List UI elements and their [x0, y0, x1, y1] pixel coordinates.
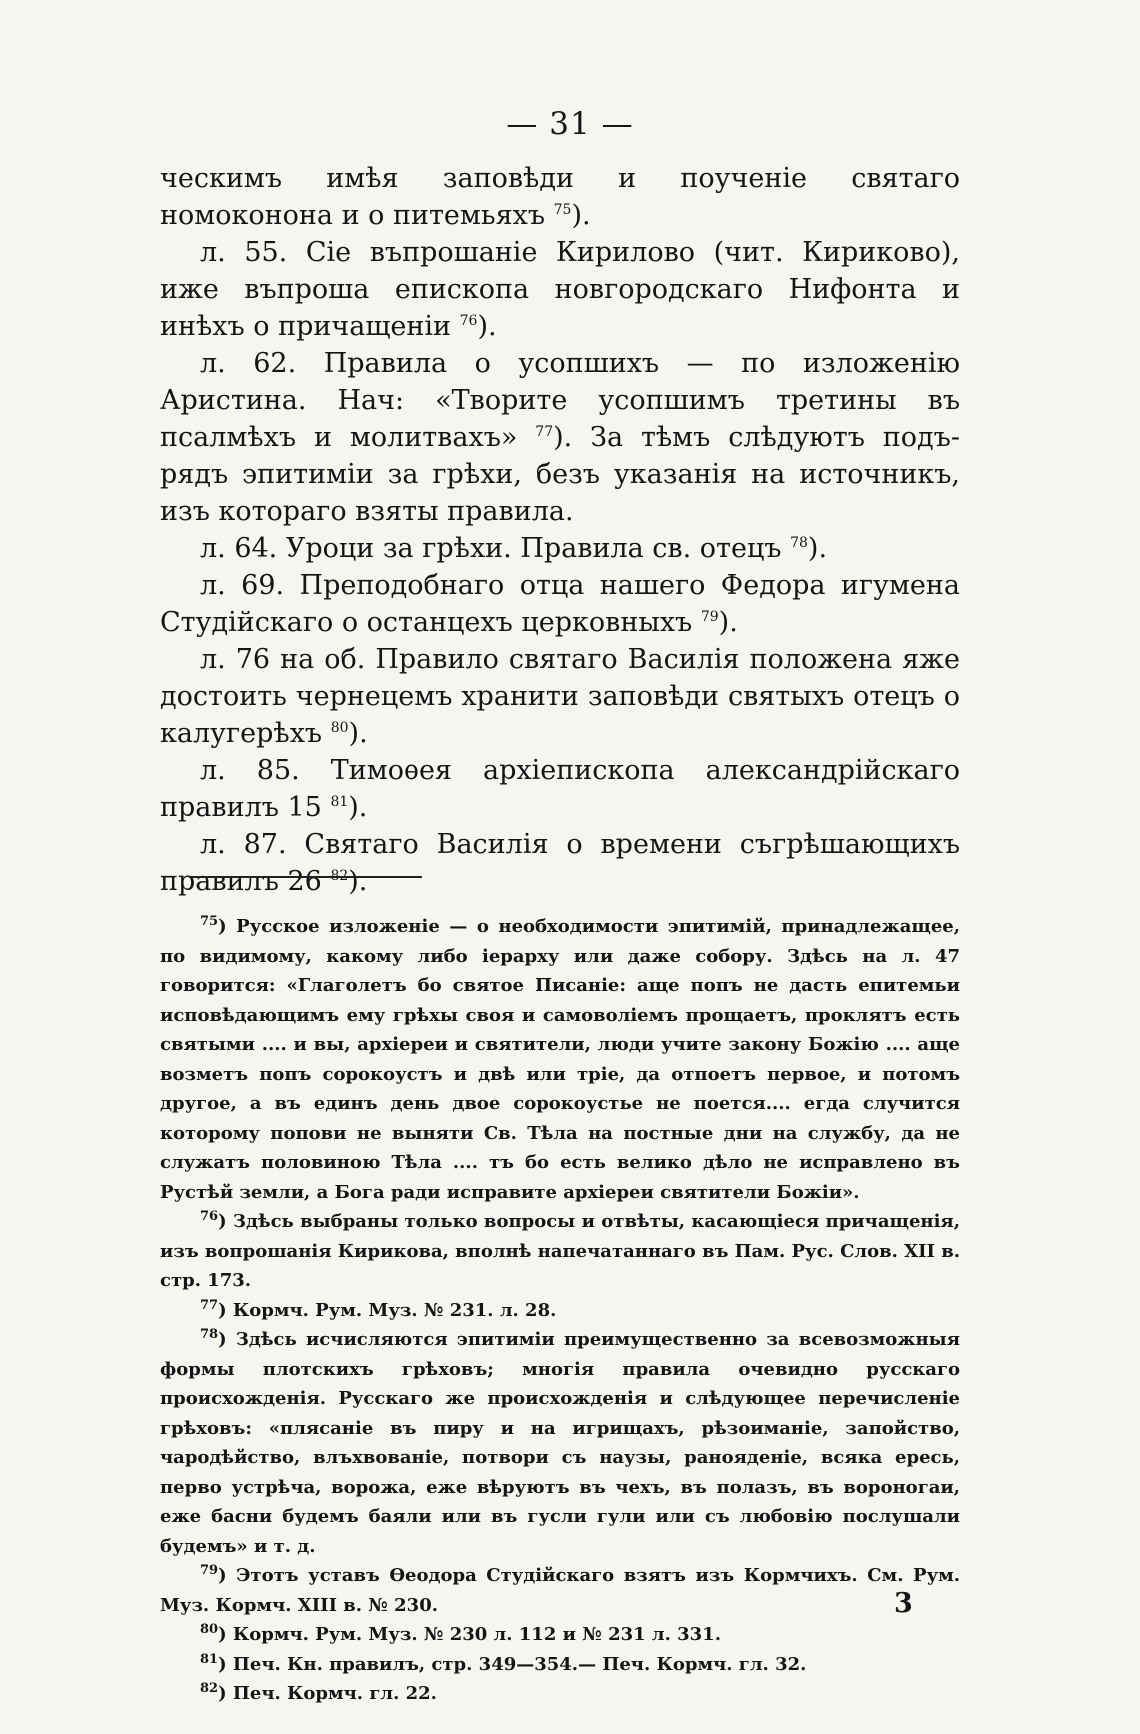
footnote-ref[interactable]: 77 — [535, 424, 554, 440]
footnote: $^{75}$) Русское изложеніе — о необходимости эпитимій, принадлежащее, по видимому, какому либо іерарху или даже собору. Здѣсь на л. 47 говорится: «Глаголетъ бо святое Писаніе: аще попъ не дасть епитемьи исповѣдающимъ ему грѣхы своя и самоволіемъ прощаетъ, проклятъ есть святыми .... и вы, архіереи и святители, люди учите закону Божію .... аще возметъ попъ сорокоустъ и двѣ или тріе, да отпоетъ первое, и потомъ другое, а въ единъ день двое сорокоустье не поется.... егда случится которому попови не выняти Св. Тѣла на постные дни на службу, да не служатъ половиною Тѣла .... тъ бо есть велико дѣло не исправлено въ Рустѣй земли, а Бога ради исправите архіереи святители Божіи». — [160, 914, 960, 1203]
footnote-ref[interactable]: 78 — [790, 535, 808, 551]
paragraph: л. 87. Святаго Василія о времени съгрѣшающихъ правилъ 26 $^{82}$). — [160, 829, 960, 897]
footnote: $^{76}$) Здѣсь выбраны только вопросы и отвѣты, касающіеся причащенія, изъ вопрошанія Кирикова, вполнѣ напечатаннаго въ Пам. Рус. Слов. XII в. стр. 173. — [160, 1209, 960, 1291]
paragraph: л. 69. Преподобнаго отца нашего Федора игумена Студійскаго о останцехъ церковныхъ $^{79}$). — [160, 570, 960, 638]
footnote-mark: 82 — [200, 1681, 219, 1696]
footnote-mark: 81 — [200, 1651, 219, 1667]
footnote-ref[interactable]: 82 — [330, 868, 349, 884]
paragraph: л. 85. Тимоѳея архіепископа александрійскаго правилъ 15 $^{81}$). — [160, 755, 960, 823]
footnote-ref[interactable]: 79 — [700, 609, 719, 625]
footnote-mark: 78 — [200, 1327, 219, 1342]
signature-mark: 3 — [894, 1588, 913, 1619]
footnotes — [160, 912, 960, 1709]
footnote: $^{79}$) Этотъ уставъ Ѳеодора Студійскаго взятъ изъ Кормчихъ. См. Рум. Муз. Кормч. XIII в. № 230. — [160, 1563, 960, 1616]
footnote: $^{78}$) Здѣсь исчисляются эпитиміи преимущественно за всевозможныя формы плотскихъ грѣховъ; многія правила очевидно русскаго происхожденія. Русскаго же происхожденія и слѣдующее перечисленіе грѣховъ: «плясаніе въ пиру и на игрищахъ, рѣзоиманіе, запойство, чародѣйство, влъхвованіе, потвори съ наузы, ранояденіе, всяка ересь, перво устрѣча, ворожа, еже вѣруютъ въ чехъ, въ полазъ, въ вороногаи, еже басни будемъ баяли или въ гусли гули или съ любовію послушали будемъ» и т. д. — [160, 1327, 960, 1557]
footnote-divider — [190, 876, 422, 878]
paragraph: л. 62. Правила о усопшихъ — по изложенію Аристина. Нач: «Творите усопшимъ третины въ псалмѣхъ и молитвахъ» $^{77}$). За тѣмъ слѣдуютъ подъ-рядъ эпитиміи за грѣхи, безъ указанія на источникъ, изъ котораго взяты правила. — [160, 348, 960, 527]
footnote-mark: 80 — [200, 1622, 219, 1637]
footnote: $^{77}$) Кормч. Рум. Муз. № 231. л. 28. — [200, 1297, 557, 1321]
main-text — [160, 160, 960, 900]
footnote-mark: 77 — [200, 1297, 219, 1313]
paragraph: л. 64. Уроци за грѣхи. Правила св. отецъ $^{78}$). — [200, 533, 828, 564]
footnote: $^{81}$) Печ. Кн. правилъ, стр. 349—354.— Печ. Кормч. гл. 32. — [200, 1651, 807, 1675]
paragraph: л. 55. Сіе въпрошаніе Кирилово (чит. Кириково), иже въпроша епископа новгородскаго Нифонта и инѣхъ о причащеніи $^{76}$). — [160, 237, 960, 342]
footnote-ref[interactable]: 75 — [553, 202, 572, 218]
footnote-ref[interactable]: 81 — [330, 794, 349, 810]
footnote: $^{82}$) Печ. Кормч. гл. 22. — [200, 1681, 437, 1704]
footnote: $^{80}$) Кормч. Рум. Муз. № 230 л. 112 и № 231 л. 331. — [200, 1622, 721, 1645]
paragraph: л. 76 на об. Правило святаго Василія положена яже достоить чернецемъ хранити заповѣди святыхъ отецъ о калугерѣхъ $^{80}$). — [160, 644, 960, 749]
footnote-mark: 76 — [200, 1209, 219, 1224]
paragraph: ческимъ имѣя заповѣди и поученіе святаго номоконона и о питемьяхъ $^{75}$). — [160, 163, 960, 231]
footnote-ref[interactable]: 76 — [459, 313, 478, 329]
footnote-mark: 79 — [200, 1563, 219, 1578]
page-number: — 31 — — [506, 106, 634, 142]
footnote-ref[interactable]: 80 — [330, 720, 349, 736]
footnote-mark: 75 — [200, 914, 219, 929]
